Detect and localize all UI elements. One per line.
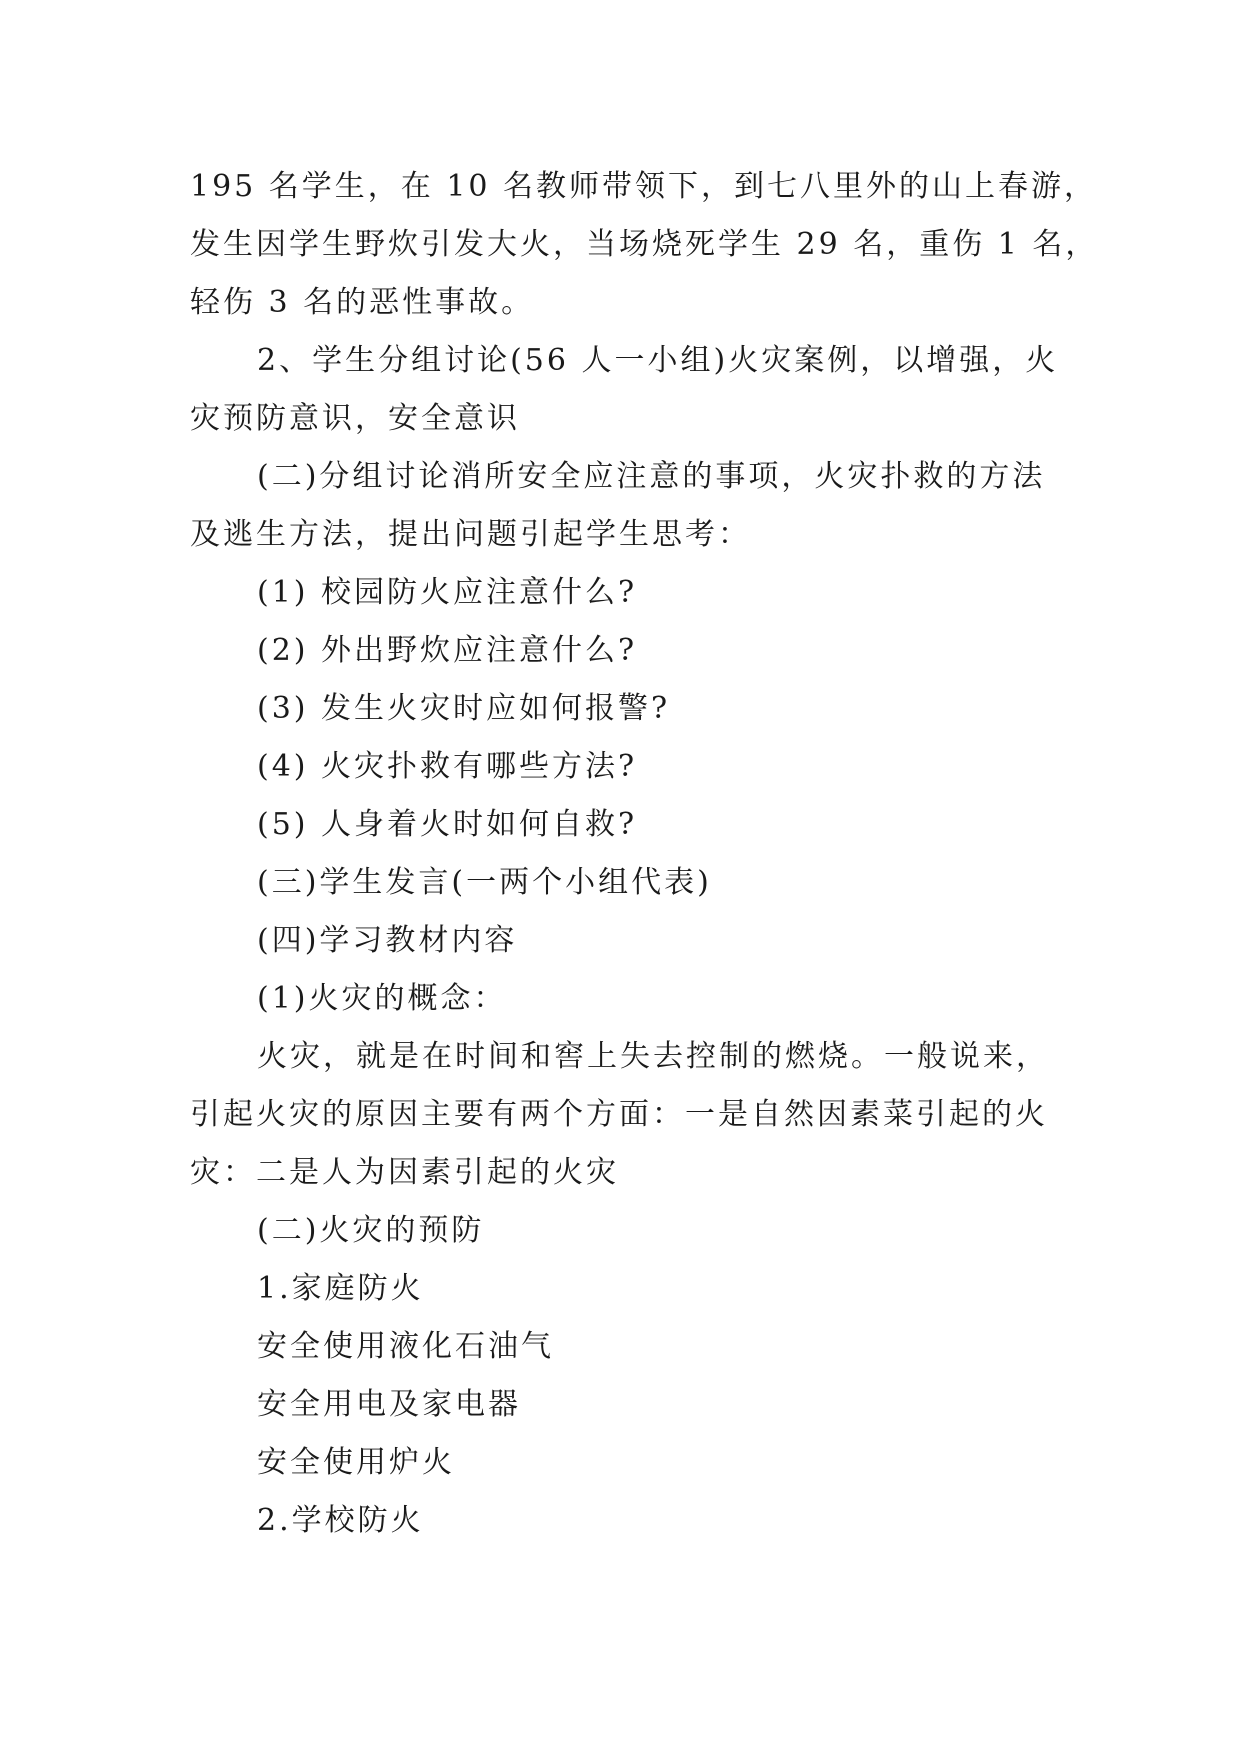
section-heading: (二)火灾的预防 (257, 1213, 485, 1248)
list-item: (5) 人身着火时如何自救? (257, 807, 638, 842)
text-line: (二)分组讨论消所安全应注意的事项，火灾扑救的方法 (257, 459, 1046, 494)
text-line: 安全使用炉火 (257, 1445, 455, 1480)
text-line: 安全使用液化石油气 (257, 1329, 554, 1364)
list-item: (1) 校园防火应注意什么? (257, 575, 638, 610)
subsection-heading: 2.学校防火 (257, 1503, 424, 1538)
text-line: 发生因学生野炊引发大火，当场烧死学生 29 名，重伤 1 名， (190, 227, 1099, 262)
text-line: 安全用电及家电器 (257, 1387, 521, 1422)
list-item: (3) 发生火灾时应如何报警? (257, 691, 671, 726)
list-item: (4) 火灾扑救有哪些方法? (257, 749, 638, 784)
list-item: (2) 外出野炊应注意什么? (257, 633, 638, 668)
subsection-heading: (1)火灾的概念： (257, 981, 507, 1016)
subsection-heading: 1.家庭防火 (257, 1271, 424, 1306)
text-line: 灾预防意识，安全意识 (190, 401, 520, 436)
text-line: 灾：二是人为因素引起的火灾 (190, 1155, 619, 1190)
text-line: 2、学生分组讨论(56 人一小组)火灾案例，以增强，火 (257, 343, 1059, 378)
text-line: 195 名学生，在 10 名教师带领下，到七八里外的山上春游， (190, 169, 1098, 204)
section-heading: (四)学习教材内容 (257, 923, 518, 958)
section-heading: (三)学生发言(一两个小组代表) (257, 865, 712, 900)
text-line: 火灾，就是在时间和窖上失去控制的燃烧。一般说来， (257, 1039, 1049, 1074)
text-line: 引起火灾的原因主要有两个方面：一是自然因素菜引起的火 (190, 1097, 1048, 1132)
text-line: 及逃生方法，提出问题引起学生思考： (190, 517, 751, 552)
text-line: 轻伤 3 名的恶性事故。 (190, 285, 535, 320)
